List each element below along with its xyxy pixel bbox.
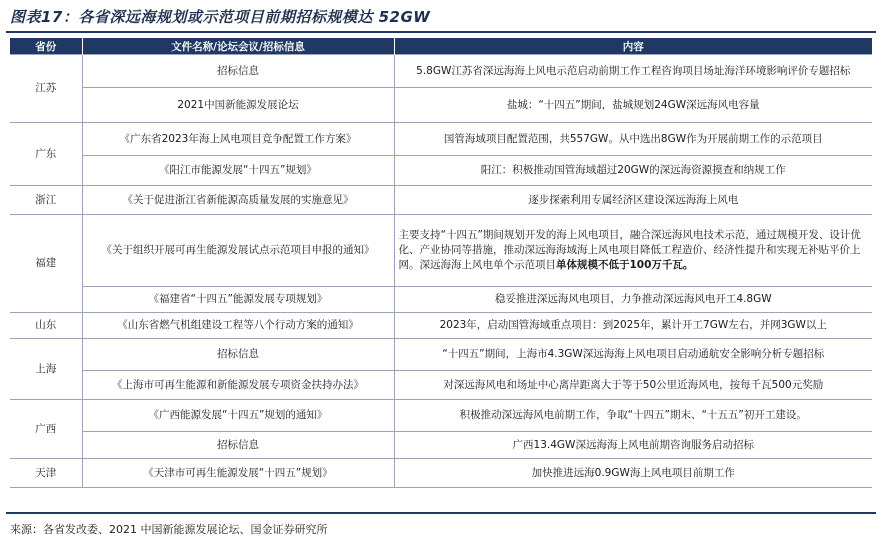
province-cell: 天津: [10, 459, 82, 488]
header-content: 内容: [394, 38, 872, 55]
content-cell: 盐城：“十四五”期间，盐城规划24GW深远海风电容量: [394, 88, 872, 123]
province-cell: 广西: [10, 400, 82, 459]
file-cell: 《山东省燃气机组建设工程等八个行动方案的通知》: [82, 313, 394, 339]
table-bottom-rule: [6, 512, 876, 514]
file-cell: 招标信息: [82, 339, 394, 371]
file-cell: 《关于促进浙江省新能源高质量发展的实施意见》: [82, 186, 394, 215]
content-cell: “十四五”期间，上海市4.3GW深远海海上风电项目启动通航安全影响分析专题招标: [394, 339, 872, 371]
province-cell: 江苏: [10, 55, 82, 123]
file-cell: 《天津市可再生能源发展“十四五”规划》: [82, 459, 394, 488]
province-table: [10, 38, 872, 488]
province-cell: 浙江: [10, 186, 82, 215]
table-row: [10, 287, 872, 313]
header-row: [10, 38, 872, 55]
file-cell: 《阳江市能源发展“十四五”规划》: [82, 156, 394, 186]
file-cell: 《关于组织开展可再生能源发展试点示范项目申报的通知》: [82, 215, 394, 287]
table-row: [10, 186, 872, 215]
content-cell: 积极推动深远海风电前期工作，争取“十四五”期末、“十五五”初开工建设。: [394, 400, 872, 432]
content-cell: 稳妥推进深远海风电项目，力争推动深远海风电开工4.8GW: [394, 287, 872, 313]
content-cell: 国管海域项目配置范围，共557GW。从中选出8GW作为开展前期工作的示范项目: [394, 123, 872, 156]
table-row: [10, 215, 872, 287]
table-row: [10, 400, 872, 432]
header-province: 省份: [10, 38, 82, 55]
content-cell: [394, 215, 872, 287]
table-row: [10, 156, 872, 186]
province-cell: 山东: [10, 313, 82, 339]
table-row: [10, 123, 872, 156]
content-text: 主要支持“十四五”期间规划开发的海上风电项目，融合深远海风电技术示范，通过规模开发、设计优化、产业协同等措施，推动深远海海域海上风电项目降低工程造价、经济性提升和实现无补贴平价上网。深远海海上风电单个示范项目: [398, 229, 861, 271]
province-cell: 上海: [10, 339, 82, 400]
content-cell: 2023年，启动国管海域重点项目：到2025年，累计开工7GW左右，并网3GW以上: [394, 313, 872, 339]
file-cell: 《上海市可再生能源和新能源发展专项资金扶持办法》: [82, 371, 394, 400]
table-row: [10, 55, 872, 88]
content-highlight: 单体规模不低于100万千瓦。: [556, 259, 694, 271]
file-cell: 招标信息: [82, 432, 394, 459]
content-cell: 阳江：积极推动国管海域超过20GW的深远海资源摸查和纳规工作: [394, 156, 872, 186]
content-cell: 5.8GW江苏省深远海海上风电示范启动前期工作工程咨询项目场址海洋环境影响评价专题招标: [394, 55, 872, 88]
table-row: [10, 432, 872, 459]
file-cell: 《广西能源发展“十四五”规划的通知》: [82, 400, 394, 432]
table-row: [10, 88, 872, 123]
source-note: 来源：各省发改委、2021 中国新能源发展论坛、国金证券研究所: [10, 523, 328, 536]
table-row: [10, 313, 872, 339]
province-cell: 福建: [10, 215, 82, 313]
figure-title: 图表17：各省深远海规划或示范项目前期招标规模达 52GW: [10, 8, 431, 26]
table-row: [10, 459, 872, 488]
content-cell: 广西13.4GW深远海海上风电前期咨询服务启动招标: [394, 432, 872, 459]
title-divider: [6, 31, 876, 33]
content-cell: 逐步探索利用专属经济区建设深远海海上风电: [394, 186, 872, 215]
file-cell: 2021中国新能源发展论坛: [82, 88, 394, 123]
table-row: [10, 371, 872, 400]
content-cell: 加快推进远海0.9GW海上风电项目前期工作: [394, 459, 872, 488]
header-file: 文件名称/论坛会议/招标信息: [82, 38, 394, 55]
file-cell: 《广东省2023年海上风电项目竞争配置工作方案》: [82, 123, 394, 156]
content-cell: 对深远海风电和场址中心离岸距离大于等于50公里近海风电，按每千瓦500元奖励: [394, 371, 872, 400]
file-cell: 招标信息: [82, 55, 394, 88]
table-row: [10, 339, 872, 371]
province-cell: 广东: [10, 123, 82, 186]
file-cell: 《福建省“十四五”能源发展专项规划》: [82, 287, 394, 313]
